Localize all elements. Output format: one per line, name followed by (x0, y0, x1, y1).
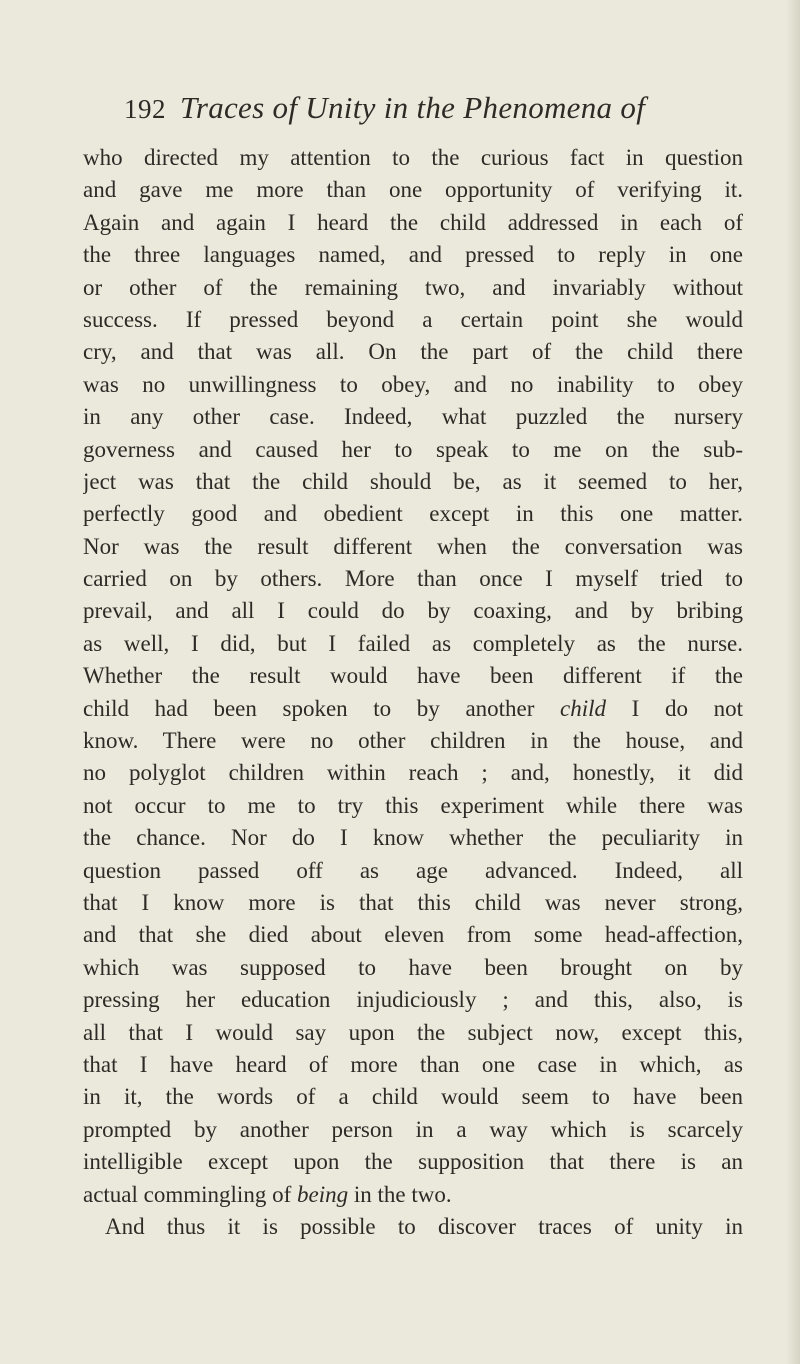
line-text: actual commingling of (83, 1181, 297, 1207)
text-line: which was supposed to have been brought on by (83, 954, 743, 980)
text-line: Again and again I heard the child addressed in each of (83, 209, 743, 235)
text-line (83, 693, 743, 725)
running-title: Traces of Unity in the Phenomena of (180, 90, 646, 125)
text-line: all that I would say upon the subject now, except this, (83, 1019, 743, 1045)
text-line: prevail, and all I could do by coaxing, and by bribing (83, 598, 743, 624)
text-line: And thus it is possible to discover traces of unity in (105, 1213, 743, 1239)
text-line: in any other case. Indeed, what puzzled the nursery (83, 404, 743, 430)
body-text (83, 142, 743, 1243)
text-line: question passed off as age advanced. Indeed, all (83, 857, 743, 883)
text-line: and gave me more than one opportunity of verifying it. (83, 177, 743, 203)
text-line: as well, I did, but I failed as completely as the nurse. (83, 630, 743, 656)
line-text: child had been spoken to by another (83, 695, 561, 721)
italic-word: being (296, 1181, 349, 1207)
text-line: governess and caused her to speak to me on the sub- (83, 436, 743, 462)
text-line: who directed my attention to the curious fact in question (83, 145, 743, 170)
text-line: intelligible except upon the supposition that there is an (83, 1149, 743, 1175)
text-line: carried on by others. More than once I myself tried to (83, 566, 743, 592)
text-line: and that she died about eleven from some head-affection, (83, 922, 743, 948)
text-line: know. There were no other children in the house, and (83, 728, 743, 754)
text-line: that I have heard of more than one case in which, as (83, 1051, 743, 1077)
page-edge-shadow (786, 0, 800, 1364)
page-number: 192 (124, 94, 166, 124)
text-line: success. If pressed beyond a certain point she would (83, 306, 743, 332)
text-line: not occur to me to try this experiment while there was (83, 792, 743, 818)
text-line: in it, the words of a child would seem to have been (83, 1084, 743, 1110)
italic-word: child (560, 695, 607, 721)
text-line: no polyglot children within reach ; and, honestly, it did (83, 760, 743, 786)
text-line: pressing her education injudiciously ; and this, also, is (83, 987, 743, 1013)
text-line: ject was that the child should be, as it seemed to her, (83, 468, 743, 494)
text-line: Whether the result would have been different if the (83, 663, 743, 689)
text-line: perfectly good and obedient except in this one matter. (83, 501, 743, 527)
line-text: in the two. (348, 1181, 452, 1207)
text-line: was no unwillingness to obey, and no inability to obey (83, 371, 743, 397)
text-line: or other of the remaining two, and invariably without (83, 274, 743, 300)
text-line (83, 1179, 743, 1211)
line-text: I do not (606, 695, 743, 721)
text-line: the chance. Nor do I know whether the peculiarity in (83, 825, 743, 851)
text-line: Nor was the result different when the conversation was (83, 533, 743, 559)
text-line: prompted by another person in a way which is scarcely (83, 1116, 743, 1142)
text-line: the three languages named, and pressed to reply in one (83, 242, 743, 268)
text-line: cry, and that was all. On the part of the child there (83, 339, 743, 365)
running-head (124, 90, 684, 134)
text-line: that I know more is that this child was never strong, (83, 889, 743, 915)
